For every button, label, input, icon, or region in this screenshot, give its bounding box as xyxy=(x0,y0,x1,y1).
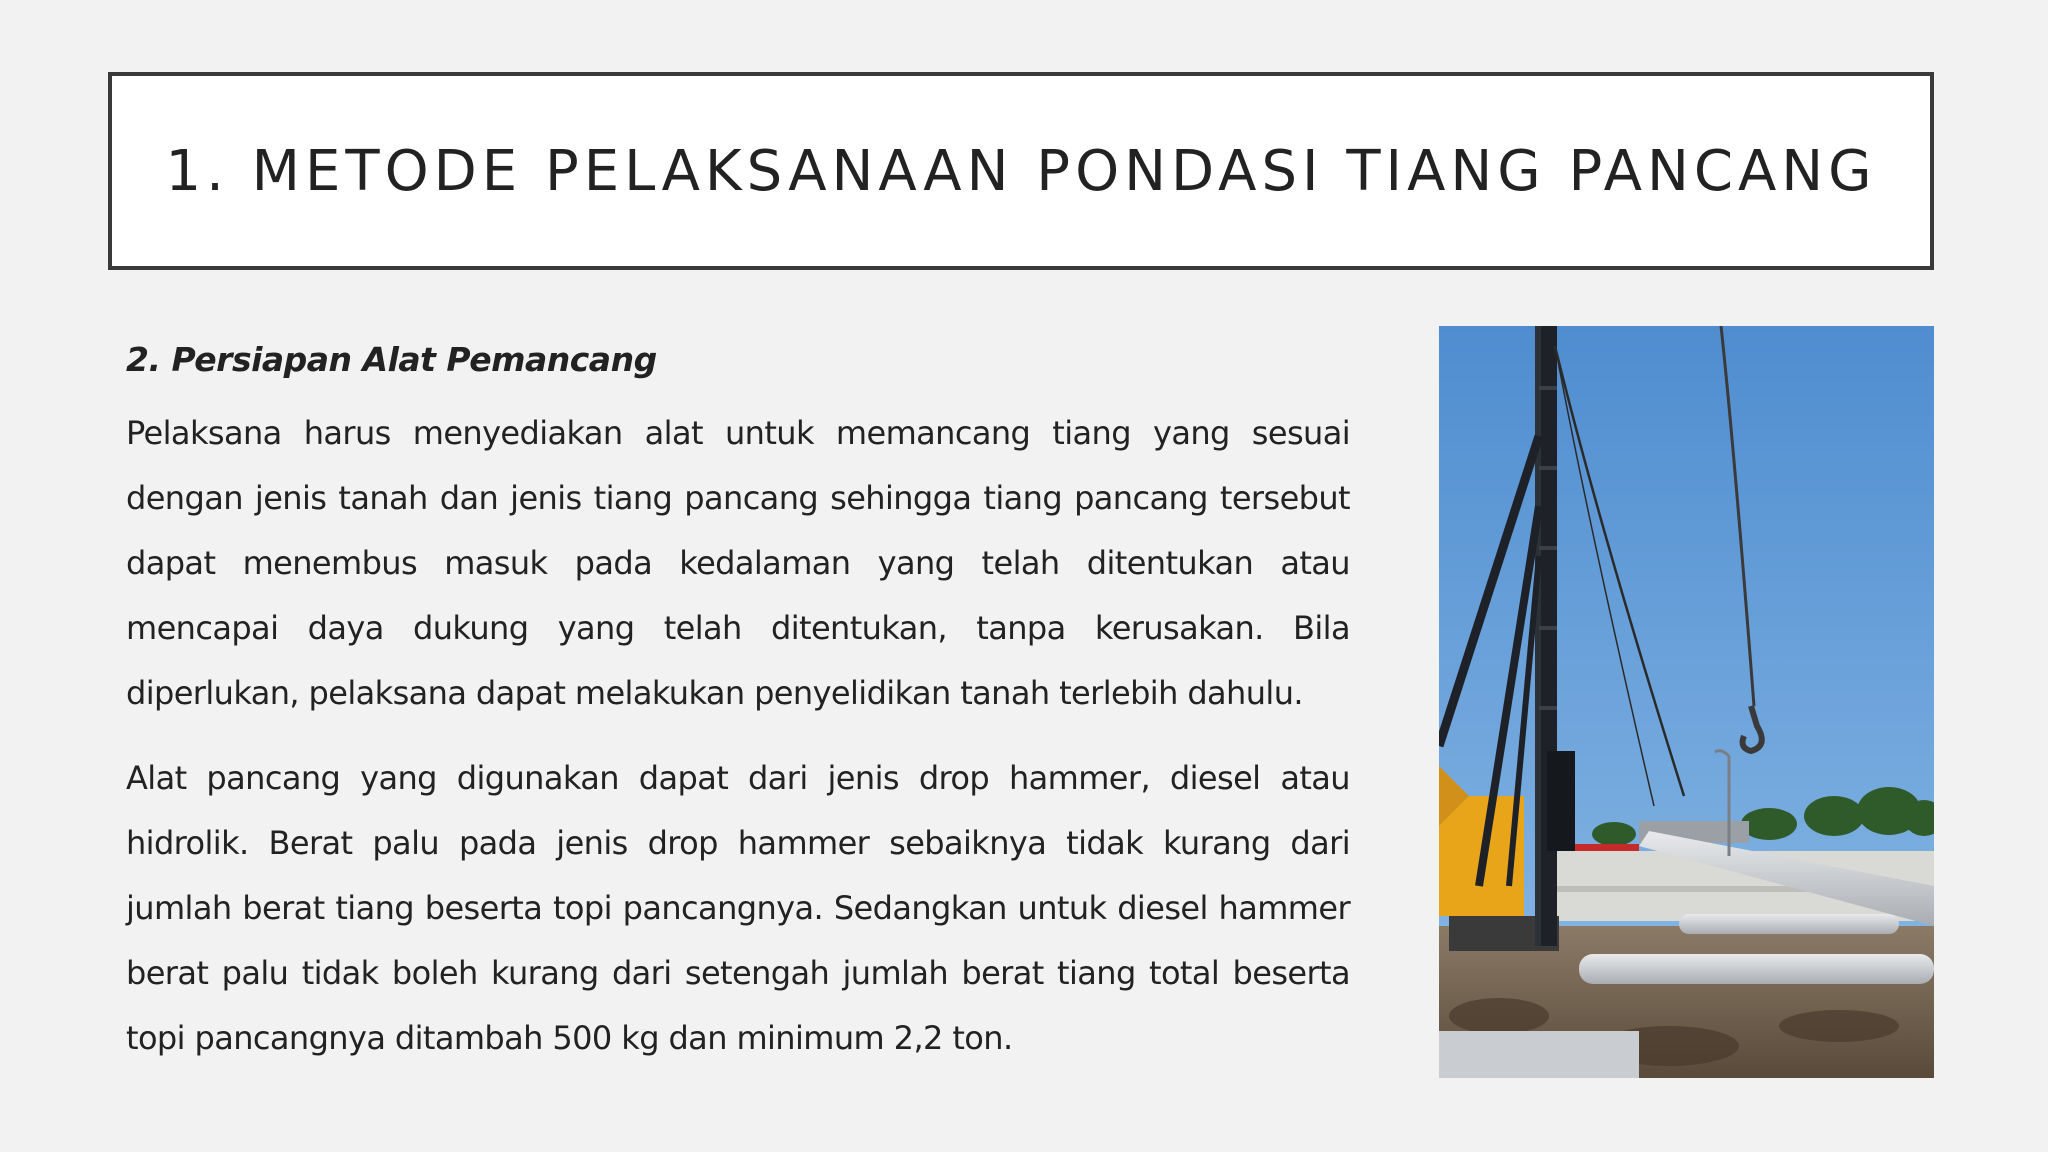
section-heading: 2. Persiapan Alat Pemancang xyxy=(126,340,657,379)
pile-driver-photo xyxy=(1439,326,1934,1078)
content-area xyxy=(126,340,1350,1091)
slide-title: 1. METODE PELAKSANAAN PONDASI TIANG PANCANG xyxy=(165,138,1877,204)
paragraph-2: Alat pancang yang digunakan dapat dari jenis drop hammer, diesel atau hidrolik. Berat palu pada jenis drop hammer sebaiknya tidak kurang dari jumlah berat tiang beserta topi pancangnya. Sedangkan untuk diesel hammer berat palu tidak boleh kurang dari setengah jumlah berat tiang total beserta topi pancangnya ditambah 500 kg dan minimum 2,2 ton. xyxy=(126,759,1350,1057)
title-box xyxy=(108,72,1934,270)
paragraph-1: Pelaksana harus menyediakan alat untuk memancang tiang yang sesuai dengan jenis tanah dan jenis tiang pancang sehingga tiang pancang tersebut dapat menembus masuk pada kedalaman yang telah ditentukan atau mencapai daya dukung yang telah ditentukan, tanpa kerusakan. Bila diperlukan, pelaksana dapat melakukan penyelidikan tanah terlebih dahulu. xyxy=(126,414,1350,712)
